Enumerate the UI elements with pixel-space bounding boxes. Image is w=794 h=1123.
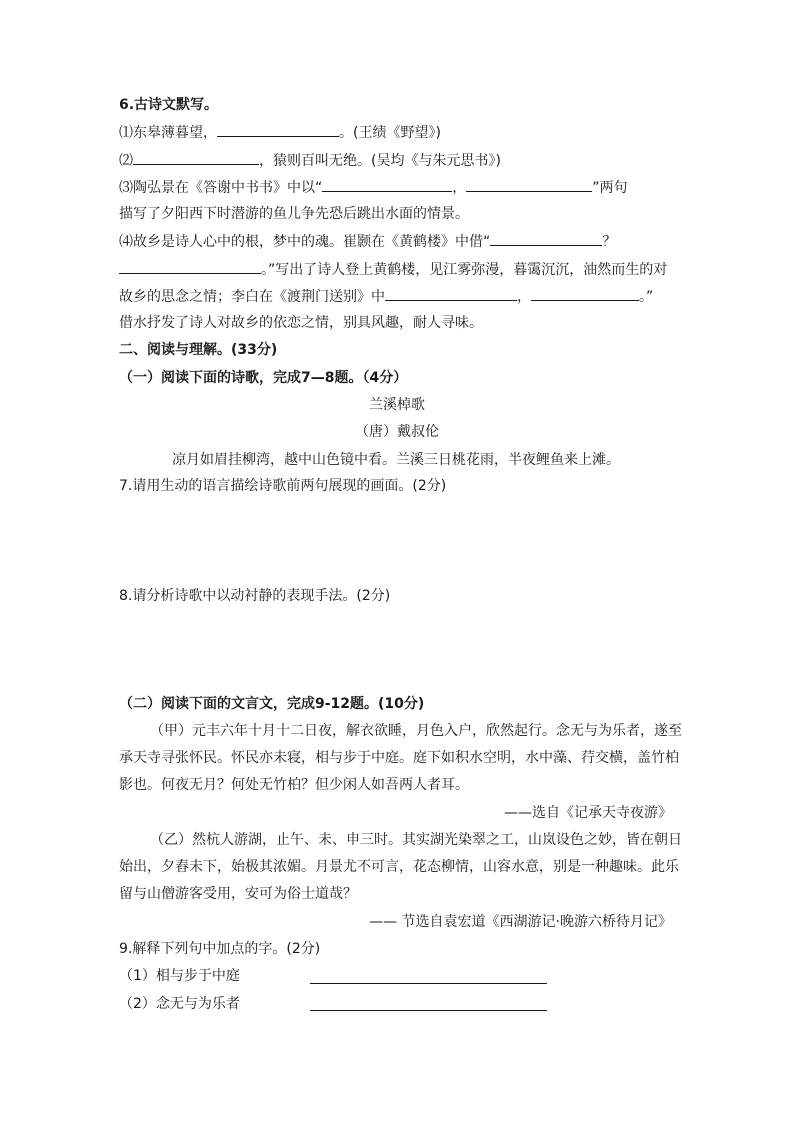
answer-blank[interactable]	[385, 286, 517, 301]
q9-item-1-answer-line[interactable]	[310, 983, 547, 984]
answer-blank[interactable]	[490, 231, 602, 246]
poem-title: 兰溪棹歌	[369, 397, 425, 413]
q6-item-3-line2: 描写了夕阳西下时潜游的鱼儿争先恐后跳出水面的情景。	[119, 206, 469, 222]
answer-blank[interactable]	[531, 286, 639, 301]
passage-yi-source: —— 节选自袁宏道《西湖游记·晚游六桥待月记》	[369, 914, 672, 930]
passage-jia-line-2: 承天寺寻张怀民。怀民亦未寝，相与步于中庭。庭下如积水空明，水中藻、荇交横，盖竹柏	[119, 750, 679, 766]
q6-heading: 6.古诗文默写。	[119, 97, 219, 113]
q6-item-3-mid: ，	[452, 180, 467, 196]
q9-item-2-answer-line[interactable]	[310, 1010, 547, 1011]
q6-item-1	[119, 122, 441, 143]
part-1-heading: （一）阅读下面的诗歌，完成7—8题。（4分）	[119, 370, 408, 386]
answer-blank[interactable]	[119, 259, 261, 274]
answer-blank[interactable]	[133, 150, 259, 165]
passage-yi-line-3: 留与山僧游客受用，安可为俗士道哉？	[119, 886, 357, 902]
q6-item-4-line2	[119, 259, 667, 280]
q6-item-4-prefix: ⑷故乡是诗人心中的根，梦中的魂。崔颢在《黄鹤楼》中借“	[119, 234, 491, 250]
q6-item-4	[119, 231, 616, 252]
q6-item-4-question-mark: ？	[602, 234, 617, 250]
question-8: 8.请分析诗歌中以动衬静的表现手法。(2分)	[119, 588, 391, 604]
q6-item-1-prefix: ⑴东皋薄暮望，	[119, 125, 217, 141]
passage-jia-line-3: 影也。何夜无月？何处无竹柏？但少闲人如吾两人者耳。	[119, 777, 469, 793]
question-7: 7.请用生动的语言描绘诗歌前两句展现的画面。(2分)	[119, 478, 447, 494]
passage-jia-source: ——选自《记承天寺夜游》	[504, 805, 672, 821]
q6-item-4-line3-suffix: 。”	[639, 289, 654, 305]
passage-jia-line-1: （甲）元丰六年十月十二日夜，解衣欲睡，月色入户，欣然起行。念无与为乐者，遂至	[150, 723, 682, 739]
q6-item-2-prefix: ⑵	[119, 153, 133, 169]
question-9: 9.解释下列句中加点的字。(2分)	[119, 941, 321, 957]
answer-blank[interactable]	[322, 177, 452, 192]
q6-item-1-suffix: 。(王绩《野望》)	[339, 125, 441, 141]
q6-item-4-line3	[119, 286, 653, 307]
q9-item-2: （2）念无与为乐者	[119, 996, 240, 1012]
q6-item-3-suffix: ”两句	[592, 180, 628, 196]
q6-item-3	[119, 177, 628, 198]
q6-item-4-line4: 借水抒发了诗人对故乡的依恋之情，别具风趣，耐人寻味。	[119, 315, 483, 331]
part-2-heading: （二）阅读下面的文言文，完成9-12题。(10分)	[119, 696, 425, 712]
poem-author: （唐）戴叔伦	[355, 424, 439, 440]
q6-item-3-prefix: ⑶陶弘景在《答谢中书书》中以“	[119, 180, 323, 196]
q6-item-4-line2-text: 。”写出了诗人登上黄鹤楼，见江雾弥漫，暮霭沉沉，油然而生的对	[261, 262, 668, 278]
q6-item-4-line3-prefix: 故乡的思念之情；李白在《渡荆门送别》中	[119, 289, 385, 305]
section-2-heading: 二、阅读与理解。(33分)	[119, 342, 278, 358]
q9-item-1: （1）相与步于中庭	[119, 968, 240, 984]
answer-blank[interactable]	[217, 122, 339, 137]
q6-item-4-line3-mid: ，	[517, 289, 531, 305]
passage-yi-line-1: （乙）然杭人游湖，止午、未、申三时。其实湖光染翠之工，山岚设色之妙，皆在朝日	[150, 832, 682, 848]
answer-blank[interactable]	[466, 177, 592, 192]
q6-item-2-suffix: ，猿则百叫无绝。(吴均《与朱元思书》)	[259, 153, 501, 169]
passage-yi-line-2: 始出，夕舂未下，始极其浓媚。月景尤不可言，花态柳情，山容水意，别是一种趣味。此乐	[119, 859, 679, 875]
q6-item-2	[119, 150, 501, 171]
poem-text: 凉月如眉挂柳湾，越中山色镜中看。兰溪三日桃花雨，半夜鲤鱼来上滩。	[172, 452, 620, 468]
